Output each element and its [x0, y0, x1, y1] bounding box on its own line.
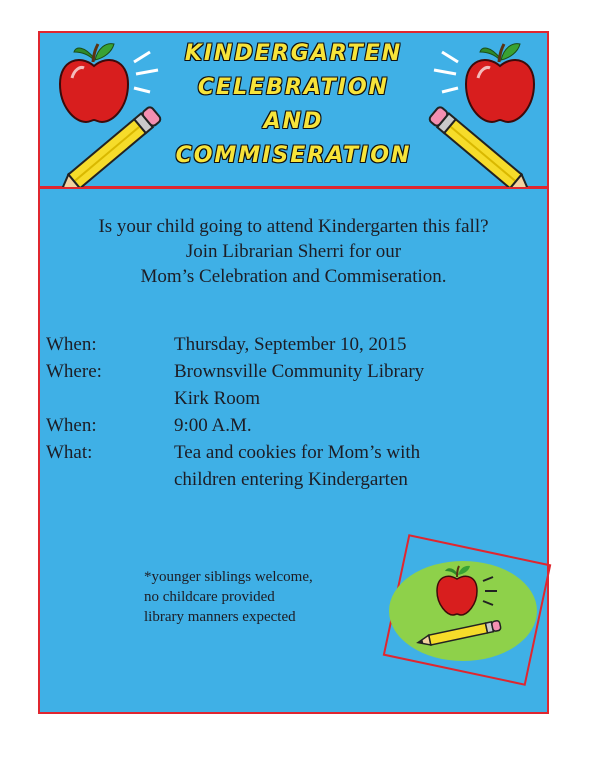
pencil-icon [56, 98, 172, 198]
detail-value: Kirk Room [174, 388, 261, 409]
detail-value: children entering Kindergarten [174, 469, 408, 490]
detail-value: Thursday, September 10, 2015 [174, 334, 407, 355]
detail-label [46, 466, 174, 493]
intro-line: Join Librarian Sherri for our [185, 241, 402, 262]
detail-row-what [46, 439, 424, 466]
intro-text [40, 214, 547, 289]
detail-label [46, 385, 174, 412]
title-line-2: CELEBRATION [197, 75, 390, 100]
detail-value: Brownsville Community Library [174, 361, 425, 382]
title-line-4: COMMISERATION [175, 143, 412, 168]
apple-pencil-badge-icon [375, 531, 555, 691]
detail-value: Tea and cookies for Mom’s with [174, 442, 421, 463]
detail-label: What: [46, 442, 93, 463]
detail-row-what-continued [46, 466, 424, 493]
pencil-icon [418, 98, 534, 198]
event-details [46, 331, 424, 493]
intro-line: Mom’s Celebration and Commiseration. [140, 266, 447, 287]
detail-row-time [46, 412, 424, 439]
footnote-line: no childcare provided [144, 589, 275, 605]
title-line-3: AND [263, 109, 324, 134]
detail-row-room [46, 385, 424, 412]
detail-label: Where: [46, 361, 102, 382]
detail-row-date [46, 331, 424, 358]
detail-row-location [46, 358, 424, 385]
footnote-line: *younger siblings welcome, [144, 569, 313, 585]
title-line-1: KINDERGARTEN [184, 41, 403, 66]
footnote-line: library manners expected [144, 609, 296, 625]
footnote [144, 567, 313, 627]
detail-label: When: [46, 334, 97, 355]
detail-value: 9:00 A.M. [174, 415, 252, 436]
detail-label: When: [46, 415, 97, 436]
intro-line: Is your child going to attend Kindergarten this fall? [98, 216, 489, 237]
